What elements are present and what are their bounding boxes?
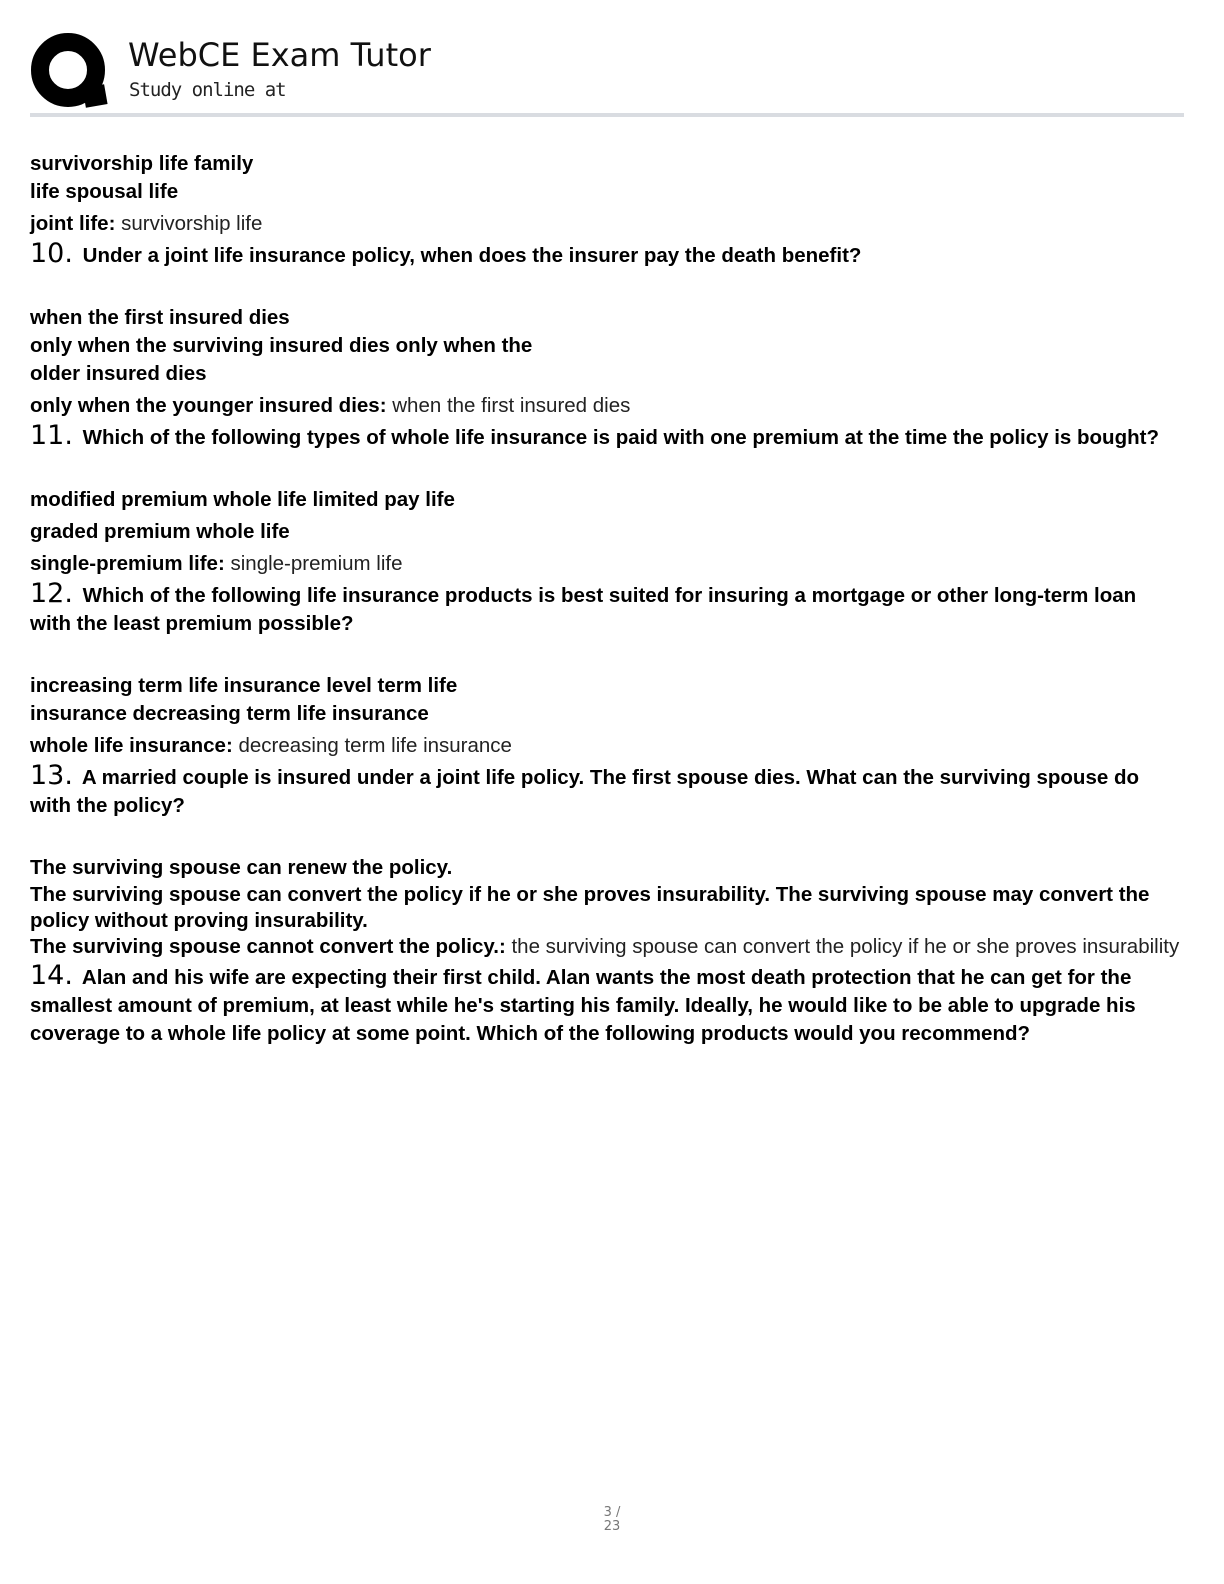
option-line: graded premium whole life — [30, 520, 290, 543]
page-total: 23 — [603, 1519, 621, 1534]
answer-definition: the surviving spouse can convert the policy if he or she proves insurability — [511, 935, 1180, 958]
answer-term: single-premium life: — [30, 552, 225, 575]
option-line: only when the surviving insured dies only when the — [30, 334, 533, 357]
option-line: The surviving spouse can renew the policy. — [30, 856, 453, 879]
card-block — [30, 422, 1180, 578]
brand-title: WebCE Exam Tutor — [128, 36, 431, 74]
option-line: when the first insured dies — [30, 306, 290, 329]
option-line: older insured dies — [30, 362, 207, 385]
question-body: Which of the following types of whole life insurance is paid with one premium at the time the policy is bought? — [82, 426, 1159, 449]
brand-subtitle: Study online at — [129, 79, 286, 101]
answer-row — [30, 934, 1180, 960]
question-body: A married couple is insured under a joint life policy. The first spouse dies. What can the surviving spouse do with the policy? — [30, 766, 1139, 817]
answer-row — [30, 732, 1180, 760]
answer-definition: survivorship life — [121, 212, 263, 235]
answer-term: The surviving spouse cannot convert the policy.: — [30, 935, 506, 958]
question-number: 14. — [30, 960, 73, 991]
option-line: modified premium whole life limited pay life — [30, 488, 455, 511]
question-text — [30, 762, 1180, 820]
question-text — [30, 240, 1180, 270]
card-block — [30, 240, 1180, 420]
answer-term: joint life: — [30, 212, 116, 235]
card-block — [30, 962, 1180, 1048]
answer-term: only when the younger insured dies: — [30, 394, 387, 417]
page-number: 3 / — [603, 1505, 621, 1520]
answer-term: whole life insurance: — [30, 734, 233, 757]
answer-row — [30, 550, 1180, 578]
question-text — [30, 580, 1180, 638]
answer-definition: single-premium life — [230, 552, 403, 575]
option-line: increasing term life insurance level term life — [30, 674, 458, 697]
option-line: insurance decreasing term life insurance — [30, 702, 429, 725]
question-number: 13. — [30, 760, 73, 791]
card-block — [30, 580, 1180, 760]
answer-row — [30, 210, 1180, 238]
card-block — [30, 150, 1180, 238]
page-header — [30, 30, 1184, 118]
flashcard-content — [30, 150, 1180, 1048]
header-divider — [30, 113, 1184, 117]
quizlet-logo-icon — [30, 30, 110, 110]
question-number: 10. — [30, 238, 73, 269]
question-body: Alan and his wife are expecting their first child. Alan wants the most death protection that he can get for the smallest amount of premium, at least while he's starting his family. Ideally, he would like to be able to upgrade his coverage to a whole life policy at some point. Which of the following products would you recommend? — [30, 966, 1136, 1045]
question-text — [30, 962, 1180, 1048]
question-number: 11. — [30, 420, 73, 451]
option-line: life spousal life — [30, 180, 179, 203]
option-line: The surviving spouse can convert the policy if he or she proves insurability. The surviving spouse may convert the policy without proving insurability. — [30, 883, 1150, 932]
answer-definition: decreasing term life insurance — [238, 734, 512, 757]
answer-definition: when the first insured dies — [392, 394, 631, 417]
question-body: Which of the following life insurance products is best suited for insuring a mortgage or other long-term loan with the least premium possible? — [30, 584, 1137, 635]
answer-row — [30, 392, 1180, 420]
card-block — [30, 762, 1180, 960]
option-line: survivorship life family — [30, 152, 254, 175]
question-number: 12. — [30, 578, 73, 609]
question-text — [30, 422, 1180, 452]
question-body: Under a joint life insurance policy, when does the insurer pay the death benefit? — [82, 244, 862, 267]
page-footer — [0, 1505, 1224, 1534]
